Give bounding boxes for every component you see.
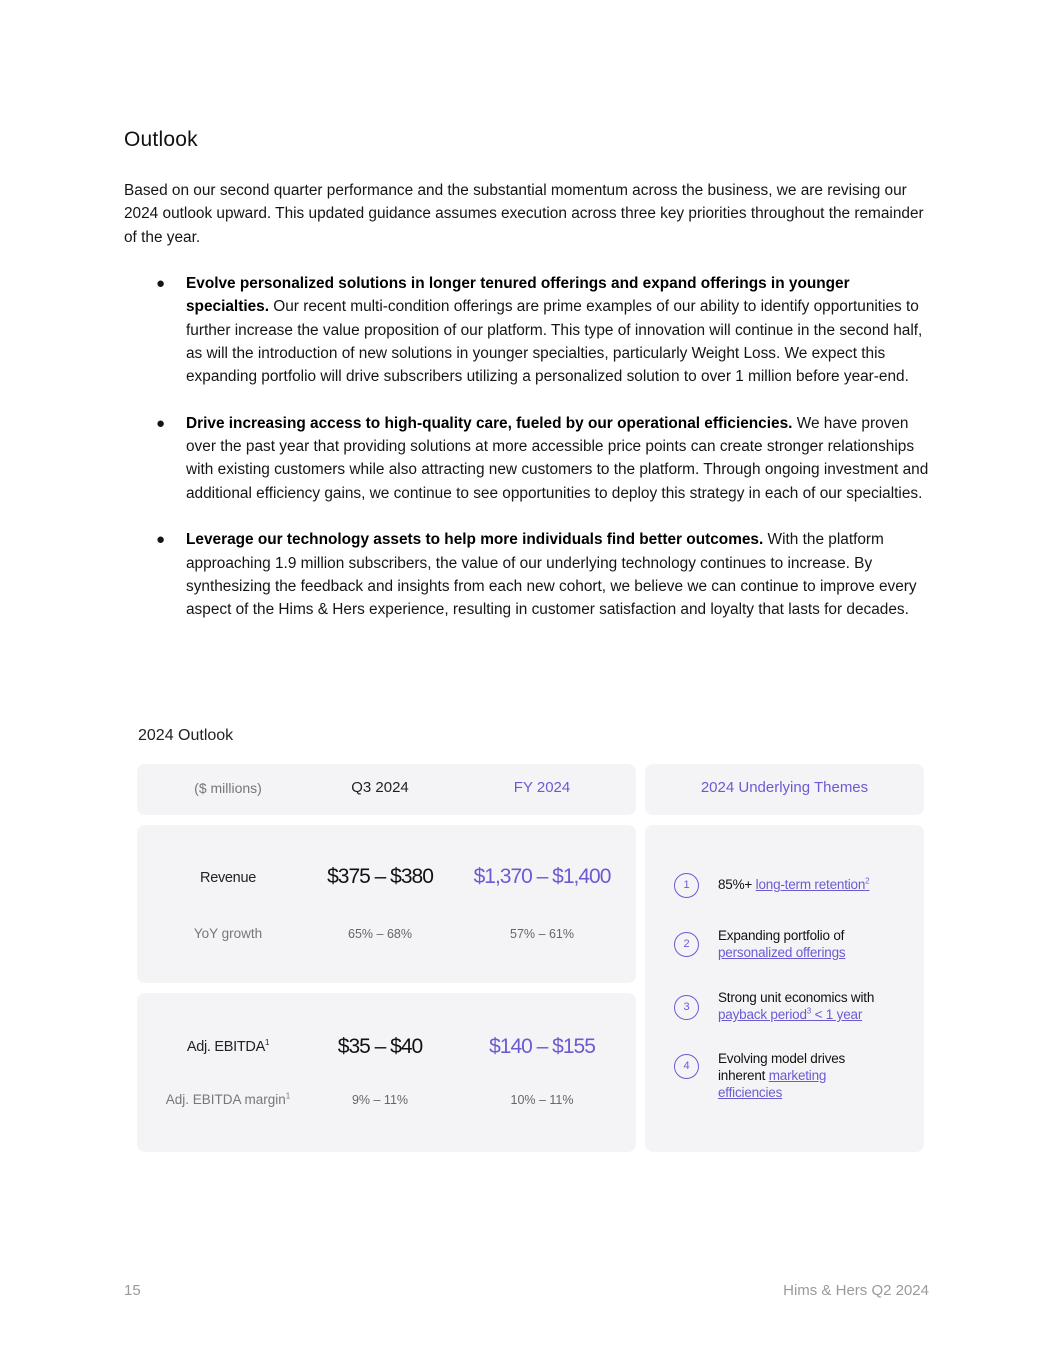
section-title: Outlook bbox=[124, 128, 198, 151]
unit-label: ($ millions) bbox=[194, 780, 262, 796]
column-header-fy: FY 2024 bbox=[513, 779, 571, 796]
theme-link[interactable]: personalized offerings bbox=[718, 945, 846, 960]
bullet-text: We have proven over the past year that providing solutions at more accessible price points can create stronger relationships with existing customers while also attracting new customers to the platform. Through ongoing investment and additional efficiency gains, we continue to see opportunities to deploy this strategy in each of our specialties. bbox=[186, 414, 929, 502]
intro-paragraph: Based on our second quarter performance and the substantial momentum across the business, we are revising our 2024 outlook upward. This updated guidance assumes execution across three key priorities throughout the remainder of the year. bbox=[124, 182, 924, 246]
bullet-heading: Drive increasing access to high-quality care, fueled by our operational efficiencies. bbox=[186, 414, 793, 432]
footnote-marker: 1 bbox=[264, 1038, 270, 1048]
list-item bbox=[124, 412, 932, 505]
themes-panel bbox=[645, 825, 924, 1152]
theme-link[interactable]: long-term retention$^2$ bbox=[755, 876, 870, 892]
ebitda-fy-value: $140 – $155 bbox=[489, 1035, 595, 1058]
column-header-q3: Q3 2024 bbox=[351, 779, 409, 796]
ebitda-margin-label: Adj. EBITDA margin$^1$ bbox=[165, 1091, 291, 1107]
theme-link[interactable]: payback period$^3$ < 1 year bbox=[718, 1006, 863, 1022]
page-number: 15 bbox=[124, 1282, 141, 1299]
themes-header: 2024 Underlying Themes bbox=[700, 779, 869, 796]
theme-link[interactable]: marketing efficiencies bbox=[718, 1068, 827, 1100]
outlook-table-title: 2024 Outlook bbox=[138, 727, 234, 744]
footnote-marker: 1 bbox=[285, 1091, 291, 1101]
list-item bbox=[124, 528, 932, 621]
bullet-icon: ● bbox=[156, 531, 166, 549]
number-4-icon: 4 bbox=[674, 1054, 699, 1079]
yoy-growth-fy-value: 57% – 61% bbox=[510, 927, 574, 941]
revenue-panel bbox=[137, 825, 636, 983]
bullet-text: With the platform approaching 1.9 million subscribers, the value of our underlying technology continues to increase. By synthesizing the feedback and insights from each new cohort, we believe we can continue to improve every aspect of the Hims & Hers experience, resulting in customer satisfaction and loyalty that lasts for decades. bbox=[186, 531, 917, 619]
number-1-icon: 1 bbox=[674, 873, 699, 898]
bullet-text: Our recent multi-condition offerings are prime examples of our ability to identify opportunities to further increase the value proposition of our platform. This type of innovation will continue in the second half, as will the introduction of new solutions in younger specialties, particularly Weight Loss. We expect this expanding portfolio will drive subscribers utilizing a personalized solution to over 1 million before year-end. bbox=[186, 298, 923, 386]
priorities-list bbox=[124, 272, 932, 645]
theme-text: 85%+ long-term retention$^2$ bbox=[718, 876, 870, 892]
themes-header-panel bbox=[645, 764, 924, 815]
ebitda-margin-fy-value: 10% – 11% bbox=[510, 1093, 574, 1107]
document-footer-title: Hims & Hers Q2 2024 bbox=[783, 1282, 929, 1299]
ebitda-panel bbox=[137, 993, 636, 1152]
yoy-growth-label: YoY growth bbox=[193, 926, 263, 941]
revenue-fy-value: $1,370 – $1,400 bbox=[473, 865, 611, 888]
ebitda-margin-q3-value: 9% – 11% bbox=[351, 1093, 409, 1107]
bullet-icon: ● bbox=[156, 275, 166, 292]
bullet-heading: Leverage our technology assets to help more individuals find better outcomes. bbox=[186, 531, 764, 549]
bullet-icon: ● bbox=[156, 414, 166, 432]
ebitda-q3-value: $35 – $40 bbox=[337, 1035, 423, 1058]
outlook-table-header bbox=[137, 764, 636, 815]
revenue-q3-value: $375 – $380 bbox=[327, 865, 433, 888]
number-3-icon: 3 bbox=[674, 995, 699, 1020]
theme-text: Strong unit economics with payback period$^3$ < 1 year bbox=[718, 990, 875, 1022]
bullet-heading: Evolve personalized solutions in longer tenured offerings and expand offerings in younger specialties. bbox=[186, 275, 850, 316]
yoy-growth-q3-value: 65% – 68% bbox=[348, 927, 412, 941]
ebitda-label: Adj. EBITDA$^1$ bbox=[186, 1038, 270, 1055]
theme-text: Evolving model drives inherent marketing efficiencies bbox=[718, 1051, 846, 1100]
list-item bbox=[124, 272, 932, 388]
theme-text: Expanding portfolio of personalized offerings bbox=[718, 928, 846, 960]
number-2-icon: 2 bbox=[674, 932, 699, 957]
revenue-label: Revenue bbox=[200, 870, 256, 886]
